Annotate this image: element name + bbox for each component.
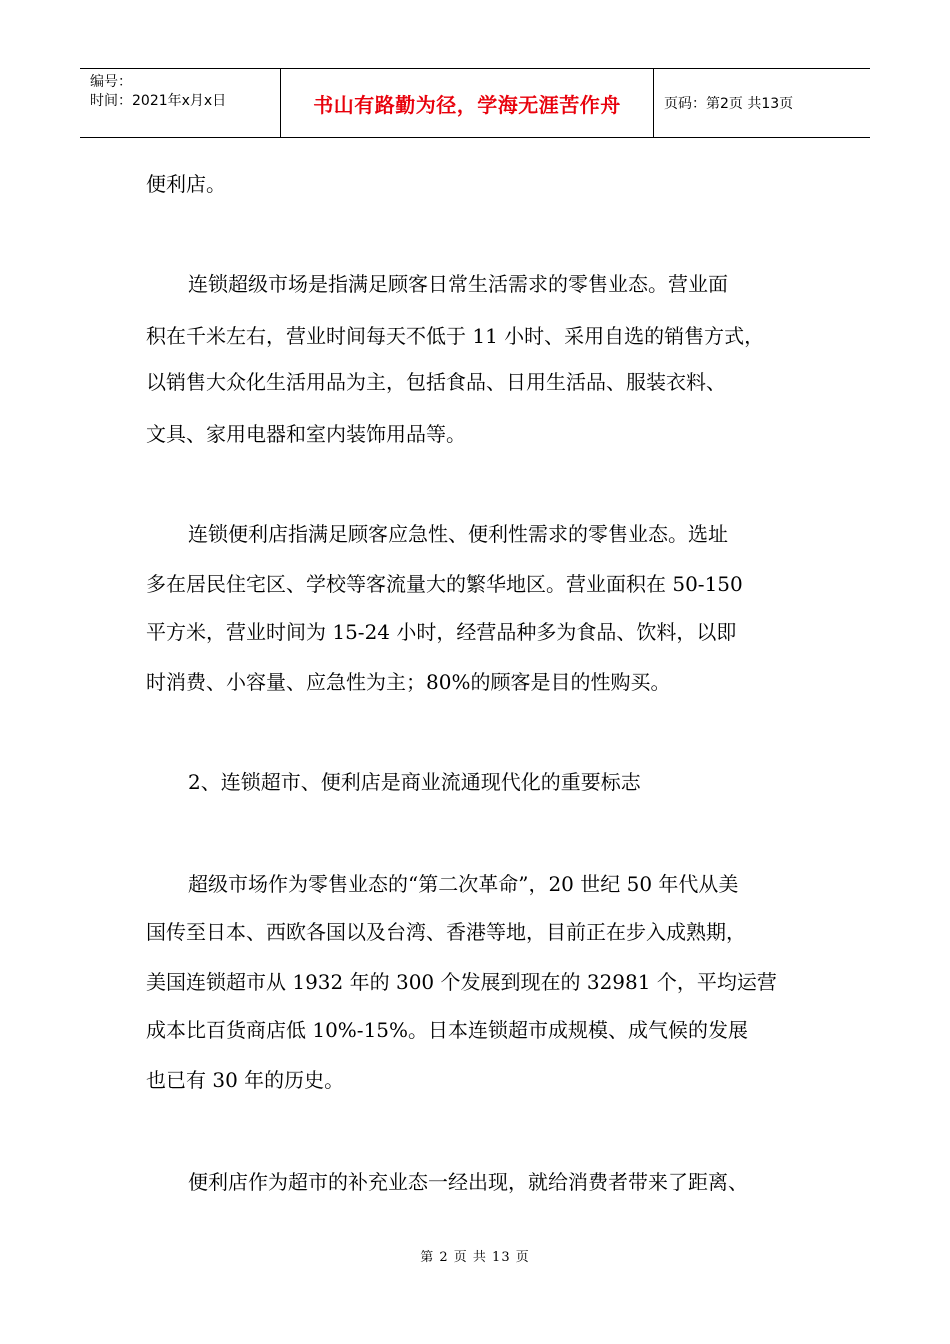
text-line: 连锁超级市场是指满足顾客日常生活需求的零售业态。营业面 [188, 272, 728, 296]
text-line: 也已有 30 年的历史。 [146, 1068, 345, 1092]
text-line: 超级市场作为零售业态的“第二次革命”，20 世纪 50 年代从美 [188, 872, 739, 896]
text-line: 便利店。 [146, 172, 226, 196]
page-header [80, 68, 870, 138]
text-line: 便利店作为超市的补充业态一经出现，就给消费者带来了距离、 [188, 1170, 748, 1194]
document-time-label: 时间：2021年x月x日 [90, 93, 227, 109]
text-line: 以销售大众化生活用品为主，包括食品、日用生活品、服装衣料、 [146, 370, 726, 394]
section-heading: 2、连锁超市、便利店是商业流通现代化的重要标志 [188, 770, 641, 794]
page-footer: 第 2 页 共 13 页 [420, 1250, 530, 1265]
header-motto: 书山有路勤为径，学海无涯苦作舟 [313, 92, 621, 117]
text-line: 积在千米左右，营业时间每天不低于 11 小时、采用自选的销售方式， [146, 324, 765, 348]
header-page-info: 页码：第2页 共13页 [664, 96, 794, 112]
text-line: 多在居民住宅区、学校等客流量大的繁华地区。营业面积在 50-150 [146, 572, 743, 596]
text-line: 时消费、小容量、应急性为主；80%的顾客是目的性购买。 [146, 670, 671, 694]
text-line: 连锁便利店指满足顾客应急性、便利性需求的零售业态。选址 [188, 522, 728, 546]
text-line: 文具、家用电器和室内装饰用品等。 [146, 422, 466, 446]
text-line: 平方米，营业时间为 15-24 小时，经营品种多为食品、饮料，以即 [146, 620, 737, 644]
text-line: 国传至日本、西欧各国以及台湾、香港等地，目前正在步入成熟期， [146, 920, 746, 944]
document-number-label: 编号： [90, 74, 132, 90]
text-line: 美国连锁超市从 1932 年的 300 个发展到现在的 32981 个，平均运营 [146, 970, 777, 994]
header-motto-cell [281, 69, 654, 137]
header-meta [80, 69, 281, 137]
text-line: 成本比百货商店低 10%-15%。日本连锁超市成规模、成气候的发展 [146, 1018, 749, 1042]
